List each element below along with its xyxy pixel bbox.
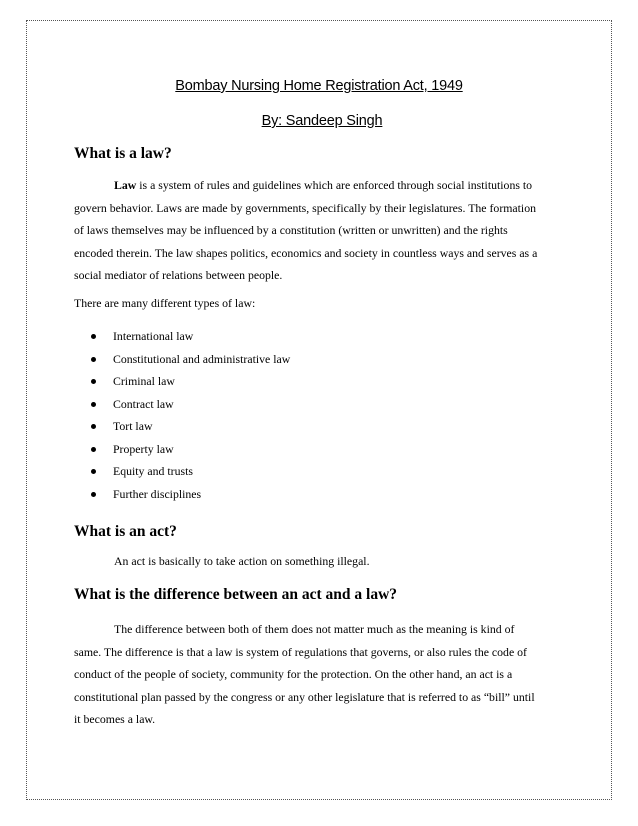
list-item-label: Property law: [113, 441, 174, 456]
list-item: [91, 460, 290, 483]
law-types-list: [91, 325, 290, 505]
list-item-label: Tort law: [113, 419, 153, 433]
bullet-icon: [91, 424, 96, 429]
list-item: [91, 348, 290, 371]
bullet-icon: [91, 357, 96, 362]
list-item: [91, 393, 290, 416]
act-paragraph: An act is basically to take action on something illegal.: [114, 554, 370, 568]
bullet-icon: [91, 402, 96, 407]
bullet-icon: [91, 492, 96, 497]
list-item: [91, 415, 290, 438]
list-item-label: Equity and trusts: [113, 464, 193, 478]
document-author: By: Sandeep Singh: [261, 113, 383, 129]
heading-what-is-act: What is an act?: [74, 523, 177, 540]
bullet-icon: [91, 379, 96, 384]
list-item-label: International law: [113, 329, 194, 343]
law-lead-word: Law: [114, 178, 137, 192]
bullet-icon: [91, 469, 96, 474]
law-types-intro: There are many different types of law:: [74, 296, 256, 310]
list-item: [91, 325, 290, 348]
bullet-icon: [91, 447, 96, 452]
difference-paragraph: The difference between both of them does not matter much as the meaning is kind of same. The difference is that a law is system of regulations that governs, or also rules the code of conduct of the people of society, community for the protection. On the other hand, an act is a constitutional plan passed by the congress or any other legislature that is referred to as “bill” until it becomes a law.: [74, 622, 535, 726]
law-paragraph-text: is a system of rules and guidelines which are enforced through social institutions to govern behavior. Laws are made by governments, specifically by their legislatures. The formation of laws themselves may be influenced by a constitution (written or unwritten) and the rights encoded therein. The law shapes politics, economics and society in countless ways and serves as a social mediator of relations between people.: [74, 178, 538, 282]
document-title: Bombay Nursing Home Registration Act, 1949: [175, 78, 463, 94]
list-item-label: Criminal law: [113, 374, 175, 388]
list-item-label: Constitutional and administrative law: [113, 351, 291, 366]
list-item-label: Contract law: [113, 396, 174, 411]
law-paragraph: [74, 174, 544, 287]
bullet-icon: [91, 334, 96, 339]
list-item: [91, 370, 290, 393]
list-item-label: Further disciplines: [113, 486, 202, 501]
heading-act-vs-law: What is the difference between an act and a law?: [74, 586, 398, 603]
heading-what-is-law: What is a law?: [74, 145, 172, 162]
list-item: [91, 483, 290, 506]
list-item: [91, 438, 290, 461]
